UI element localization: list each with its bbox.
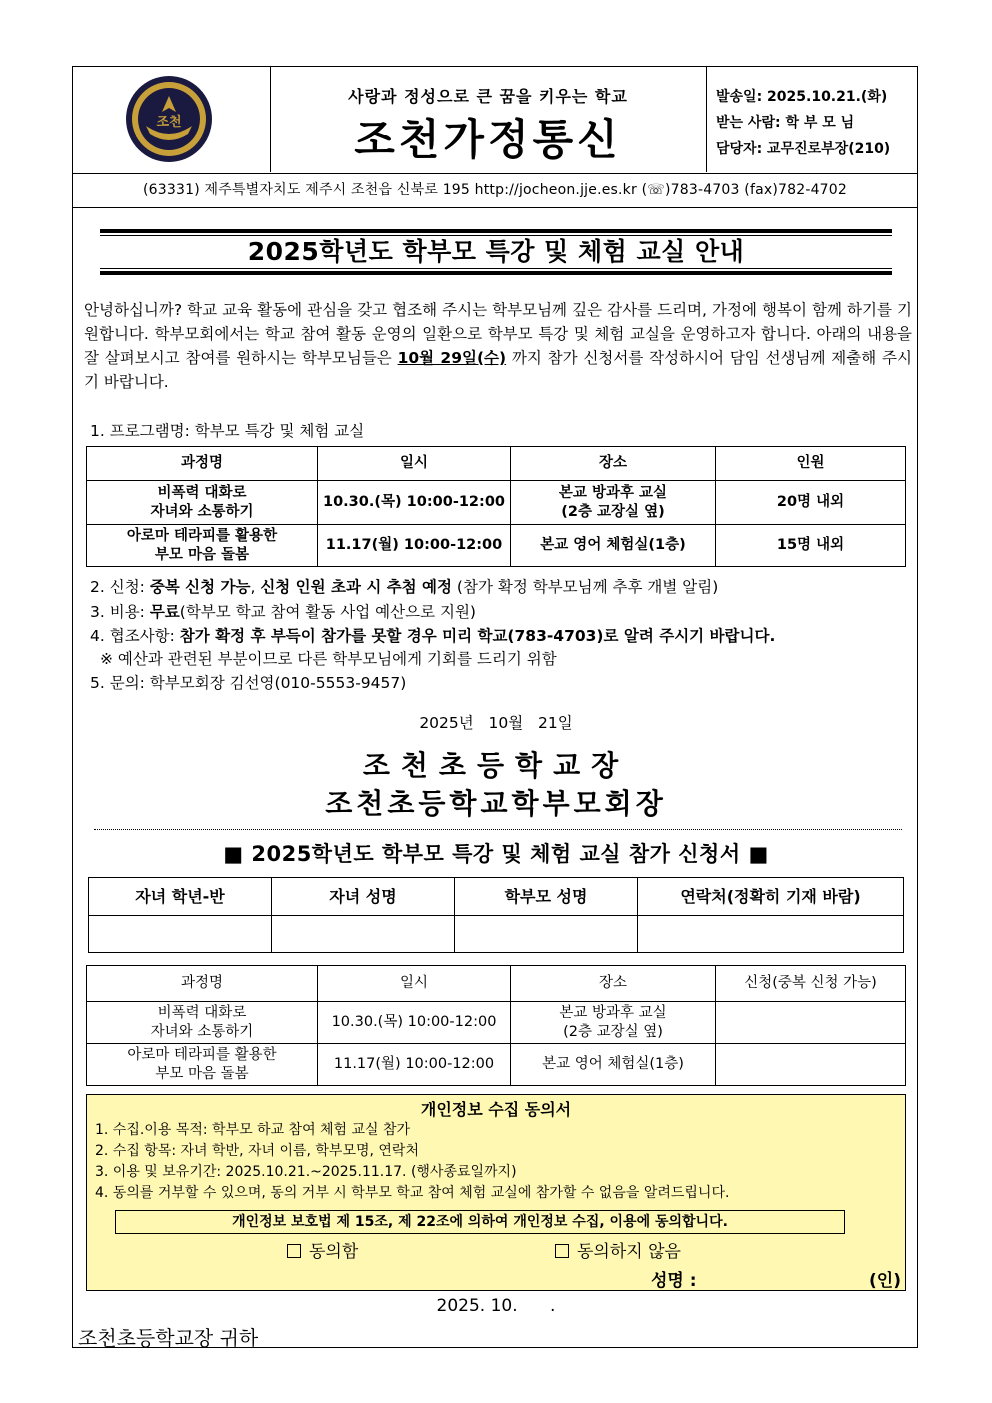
item-cooperation: 4. 협조사항: 참가 확정 후 부득이 참가를 못할 경우 미리 학교(783-4703)로 알려 주시기 바랍니다. xyxy=(90,627,776,645)
grade-class-field[interactable] xyxy=(89,916,272,953)
notice-title: 2025학년도 학부모 특강 및 체험 교실 안내 xyxy=(100,229,892,275)
principal-signer: 조천초등학교장 xyxy=(362,749,630,782)
consent-title: 개인정보 수집 동의서 xyxy=(420,1100,572,1119)
school-emblem-icon xyxy=(124,74,214,164)
course-name: 아로마 테라피를 활용한 부모 마음 돌봄 xyxy=(87,1044,318,1086)
emblem-text: 조천 xyxy=(156,115,182,130)
contact-field[interactable] xyxy=(638,916,904,953)
course-capacity: 15명 내외 xyxy=(716,525,906,567)
application-title: ■ 2025학년도 학부모 특강 및 체험 교실 참가 신청서 ■ xyxy=(223,842,769,866)
col-course: 과정명 xyxy=(87,966,318,1002)
student-info-table xyxy=(88,877,904,953)
footer-addressee: 조천초등학교장 귀하 xyxy=(78,1326,259,1350)
school-slogan: 사랑과 정성으로 큰 꿈을 키우는 학교 xyxy=(348,87,628,106)
table-row xyxy=(89,916,904,953)
col-place: 장소 xyxy=(511,966,716,1002)
law-statement: 개인정보 보호법 제 15조, 제 22조에 의하여 개인정보 수집, 이용에 동의합니다. xyxy=(115,1210,845,1234)
info-cell xyxy=(708,66,918,172)
seal-mark: (인) xyxy=(869,1271,901,1291)
table-header-row xyxy=(87,966,906,1002)
consent-item: 1. 수집.이용 목적: 학부모 하교 참여 체험 교실 참가 xyxy=(95,1122,411,1138)
col-course: 과정명 xyxy=(87,447,318,481)
table-header-row xyxy=(87,447,906,481)
signature-label: 성명 : xyxy=(651,1271,697,1291)
table-row xyxy=(87,1044,906,1086)
item-apply: 2. 신청: 중복 신청 가능, 신청 인원 초과 시 추첨 예정 (참가 확정 학부모님께 추후 개별 알림) xyxy=(90,578,719,596)
course-datetime: 11.17(월) 10:00-12:00 xyxy=(318,525,511,567)
program-label: 1. 프로그램명: 학부모 특강 및 체험 교실 xyxy=(90,422,365,440)
col-capacity: 인원 xyxy=(716,447,906,481)
table-row xyxy=(87,481,906,525)
disagree-checkbox[interactable] xyxy=(555,1244,569,1258)
table-row xyxy=(87,525,906,567)
deadline: 10월 29일(수) xyxy=(397,349,507,367)
course-name: 비폭력 대화로 자녀와 소통하기 xyxy=(87,481,318,525)
course-place: 본교 영어 체험실(1층) xyxy=(511,1044,716,1086)
disagree-option[interactable] xyxy=(555,1237,681,1262)
logo-cell xyxy=(72,66,271,172)
newsletter-header xyxy=(72,66,918,174)
footer-date: 2025. 10. . xyxy=(436,1296,556,1316)
course-place: 본교 방과후 교실 (2층 교장실 옆) xyxy=(511,1002,716,1044)
send-date: 발송일: 2025.10.21.(화) xyxy=(716,89,888,105)
col-child-name: 자녀 성명 xyxy=(272,878,455,916)
course-name: 비폭력 대화로 자녀와 소통하기 xyxy=(87,1002,318,1044)
item-contact: 5. 문의: 학부모회장 김선영(010-5553-9457) xyxy=(90,674,407,692)
col-parent-name: 학부모 성명 xyxy=(455,878,638,916)
table-row xyxy=(87,1002,906,1044)
recipient: 받는 사람: 학 부 모 님 xyxy=(716,115,855,131)
agree-checkbox[interactable] xyxy=(287,1244,301,1258)
child-name-field[interactable] xyxy=(272,916,455,953)
consent-item: 3. 이용 및 보유기간: 2025.10.21.~2025.11.17. (행사종료일까지) xyxy=(95,1164,517,1180)
intro-tail: 까지 참가 신청서를 작성하시어 담임 선생님께 제출해 주시기 바랍니다. xyxy=(84,349,912,391)
course-datetime: 11.17(월) 10:00-12:00 xyxy=(318,1044,511,1086)
parent-name-field[interactable] xyxy=(455,916,638,953)
agree-label: 동의함 xyxy=(309,1242,359,1262)
privacy-consent-box xyxy=(86,1094,906,1291)
item-note: ※ 예산과 관련된 부분이므로 다른 학부모님에게 기회를 드리기 위함 xyxy=(100,650,557,668)
col-contact: 연락처(정확히 기재 바람) xyxy=(638,878,904,916)
consent-item: 4. 동의를 거부할 수 있으며, 동의 거부 시 학부모 학교 참여 체험 교실에 참가할 수 없음을 알려드립니다. xyxy=(95,1185,730,1201)
col-place: 장소 xyxy=(511,447,716,481)
manager: 담당자: 교무진로부장(210) xyxy=(716,141,891,157)
consent-item: 2. 수집 항목: 자녀 학반, 자녀 이름, 학부모명, 연락처 xyxy=(95,1143,419,1159)
notice-date: 2025년 10월 21일 xyxy=(419,714,573,732)
title-cell xyxy=(270,66,707,172)
col-datetime: 일시 xyxy=(318,447,511,481)
program-table xyxy=(86,446,906,567)
course-datetime: 10.30.(목) 10:00-12:00 xyxy=(318,1002,511,1044)
table-header-row xyxy=(89,878,904,916)
course-datetime: 10.30.(목) 10:00-12:00 xyxy=(318,481,511,525)
item-cost: 3. 비용: 무료(학부모 학교 참여 활동 사업 예산으로 지원) xyxy=(90,603,476,621)
apply-field[interactable] xyxy=(716,1044,906,1086)
application-course-table xyxy=(86,965,906,1086)
course-place: 본교 방과후 교실 (2층 교장실 옆) xyxy=(511,481,716,525)
course-place: 본교 영어 체험실(1층) xyxy=(511,525,716,567)
disagree-label: 동의하지 않음 xyxy=(577,1242,681,1262)
intro-paragraph xyxy=(84,298,912,394)
course-name: 아로마 테라피를 활용한 부모 마음 돌봄 xyxy=(87,525,318,567)
school-address: (63331) 제주특별자치도 제주시 조천읍 신북로 195 http://jocheon.jje.es.kr (☏)783-4703 (fax)782-4702 xyxy=(72,174,918,208)
intro-text: 안녕하십니까? 학교 교육 활동에 관심을 갖고 협조해 주시는 학부모님께 깊은 감사를 드리며, 가정에 행복이 함께 하기를 기원합니다. 학부모회에서는 학교 참여 활동 운영의 일환으로 학부모 특강 및 체험 교실을 운영하고자 합니다. 아래의 내용을 잘 살펴보시고 참여를 원하시는 학부모님들은 xyxy=(84,301,912,367)
col-apply: 신청(중복 신청 가능) xyxy=(716,966,906,1002)
agree-option[interactable] xyxy=(287,1237,358,1262)
cut-line xyxy=(94,829,902,830)
col-grade-class: 자녀 학년-반 xyxy=(89,878,272,916)
col-datetime: 일시 xyxy=(318,966,511,1002)
pta-president-signer: 조천초등학교학부모회장 xyxy=(325,787,667,820)
course-capacity: 20명 내외 xyxy=(716,481,906,525)
apply-field[interactable] xyxy=(716,1002,906,1044)
newsletter-title: 조천가정통신 xyxy=(354,115,622,164)
